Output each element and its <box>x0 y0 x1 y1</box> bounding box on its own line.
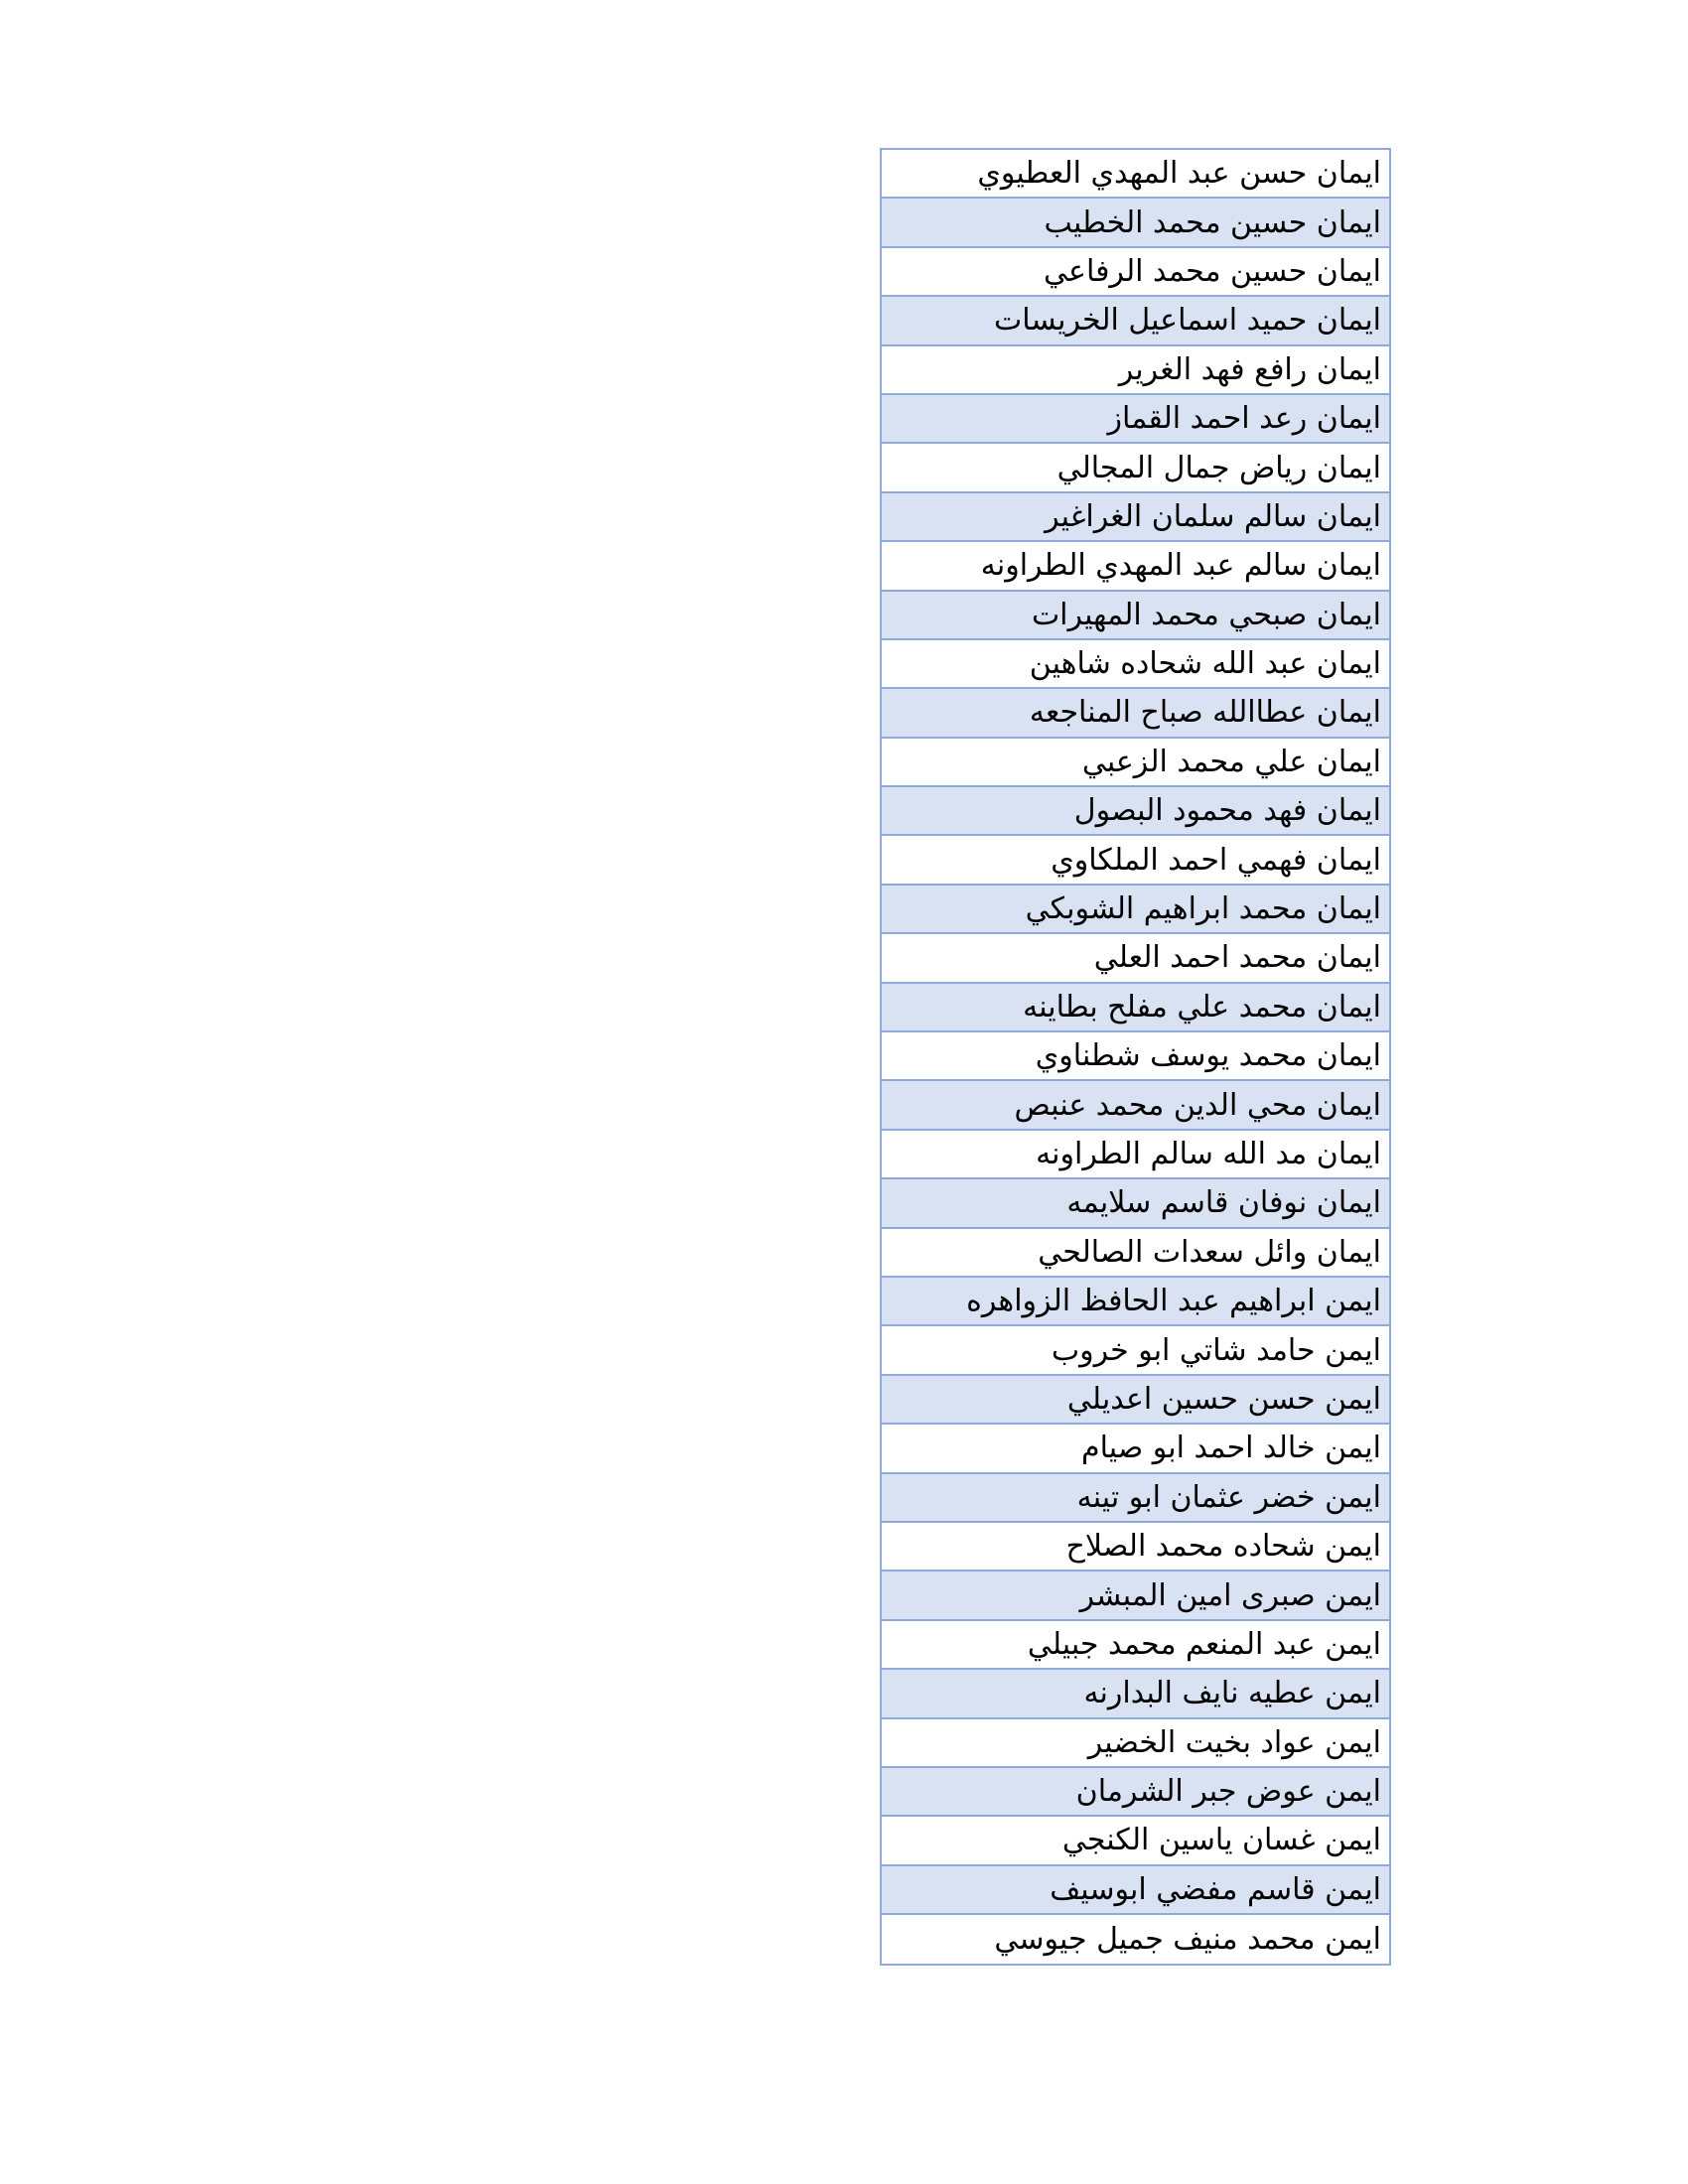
name-row: ايمن خالد احمد ابو صيام <box>882 1425 1389 1473</box>
name-row: ايمن حسن حسين اعديلي <box>882 1376 1389 1425</box>
name-row: ايمن عوض جبر الشرمان <box>882 1768 1389 1817</box>
name-row: ايمن عبد المنعم محمد جبيلي <box>882 1621 1389 1670</box>
name-row: ايمان رافع فهد الغرير <box>882 346 1389 395</box>
name-row: ايمان محمد يوسف شطناوي <box>882 1032 1389 1081</box>
name-row: ايمان رعد احمد القماز <box>882 395 1389 444</box>
name-row: ايمن عواد بخيت الخضير <box>882 1719 1389 1768</box>
name-row: ايمن محمد منيف جميل جيوسي <box>882 1915 1389 1964</box>
name-row: ايمان عطاالله صباح المناجعه <box>882 689 1389 738</box>
name-row: ايمان علي محمد الزعبي <box>882 739 1389 787</box>
name-row: ايمان صبحي محمد المهيرات <box>882 592 1389 640</box>
name-row: ايمان فهد محمود البصول <box>882 787 1389 836</box>
name-row: ايمن ابراهيم عبد الحافظ الزواهره <box>882 1278 1389 1326</box>
name-row: ايمان محمد احمد العلي <box>882 934 1389 983</box>
name-row: ايمن قاسم مفضي ابوسيف <box>882 1866 1389 1915</box>
name-row: ايمان حسن عبد المهدي العطيوي <box>882 150 1389 199</box>
name-row: ايمان حسين محمد الرفاعي <box>882 248 1389 297</box>
name-row: ايمن عطيه نايف البدارنه <box>882 1670 1389 1718</box>
name-row: ايمن خضر عثمان ابو تينه <box>882 1474 1389 1523</box>
name-row: ايمان سالم عبد المهدي الطراونه <box>882 542 1389 591</box>
name-row: ايمان رياض جمال المجالي <box>882 444 1389 492</box>
name-row: ايمن شحاده محمد الصلاح <box>882 1523 1389 1571</box>
name-row: ايمان عبد الله شحاده شاهين <box>882 640 1389 689</box>
name-row: ايمن غسان ياسين الكنجي <box>882 1817 1389 1865</box>
name-row: ايمان مد الله سالم الطراونه <box>882 1131 1389 1179</box>
name-row: ايمان فهمي احمد الملكاوي <box>882 836 1389 885</box>
name-row: ايمن حامد شاتي ابو خروب <box>882 1326 1389 1375</box>
name-row: ايمان نوفان قاسم سلايمه <box>882 1179 1389 1228</box>
name-row: ايمان محمد ابراهيم الشوبكي <box>882 886 1389 934</box>
name-row: ايمان محمد علي مفلح بطاينه <box>882 984 1389 1032</box>
names-table <box>880 148 1391 1966</box>
name-row: ايمان حسين محمد الخطيب <box>882 199 1389 247</box>
name-row: ايمان وائل سعدات الصالحي <box>882 1229 1389 1278</box>
name-row: ايمان حميد اسماعيل الخريسات <box>882 297 1389 345</box>
name-row: ايمان سالم سلمان الغراغير <box>882 493 1389 542</box>
name-row: ايمان محي الدين محمد عنبص <box>882 1081 1389 1130</box>
name-row: ايمن صبرى امين المبشر <box>882 1571 1389 1620</box>
